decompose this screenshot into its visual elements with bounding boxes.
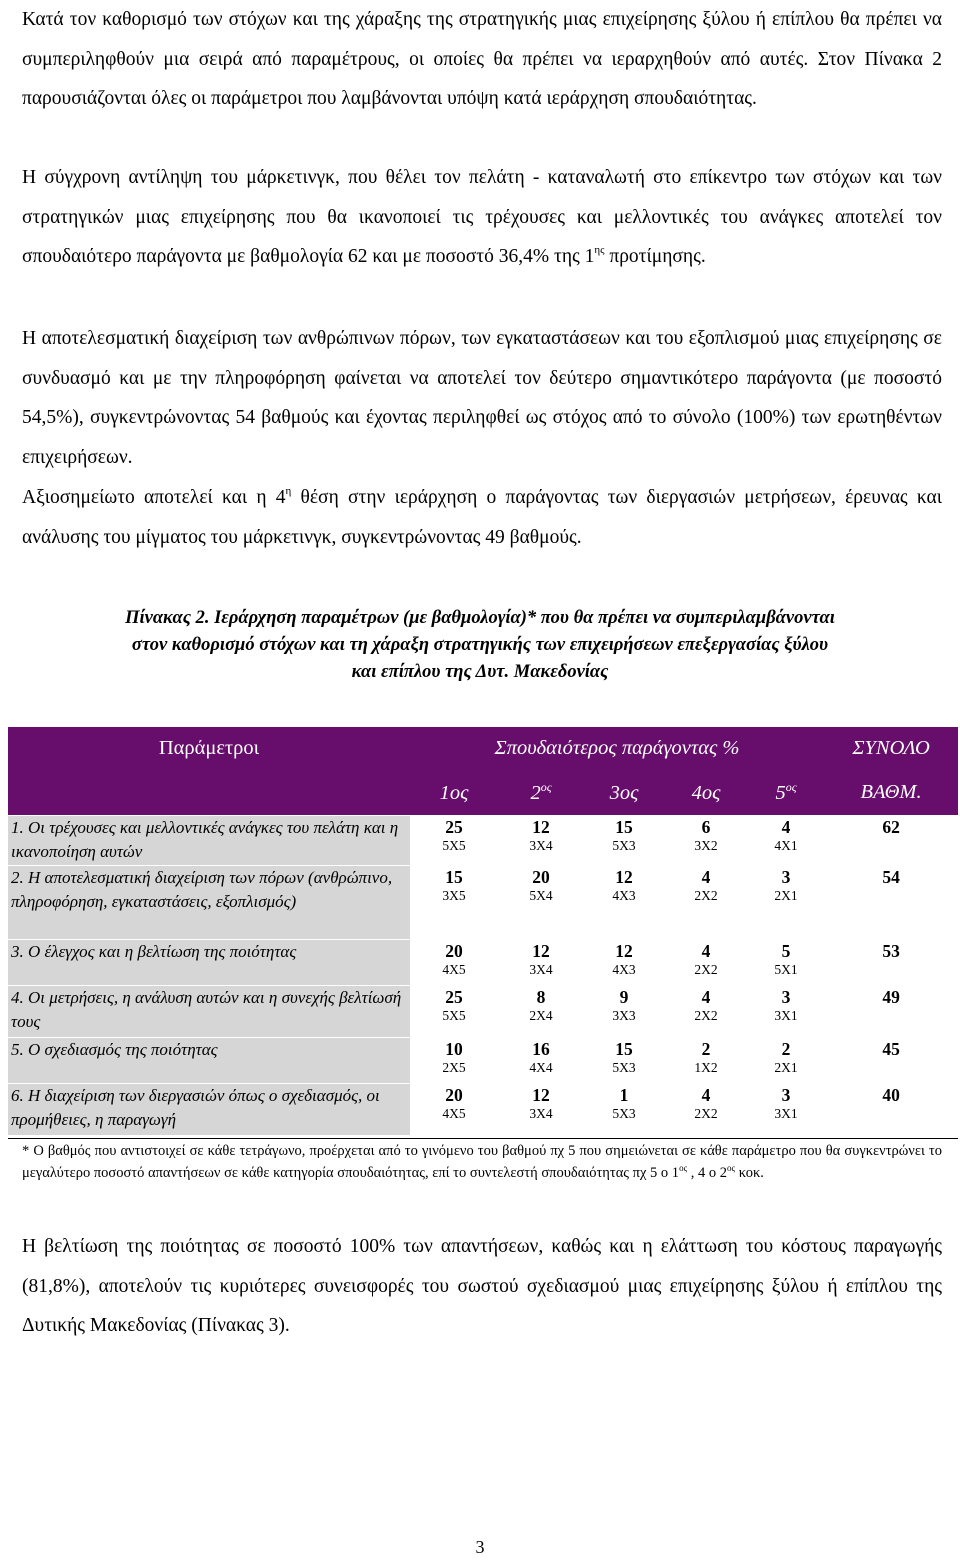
score-formula: 2Χ5	[442, 1060, 466, 1075]
table-row	[8, 1037, 958, 1083]
paragraph-4-text: Αξιοσημείωτο αποτελεί και η 4	[22, 487, 286, 508]
rank-label: 5	[775, 781, 786, 804]
score-value: 12	[532, 817, 550, 837]
score-cell	[498, 1083, 584, 1135]
score-value: 3	[781, 867, 791, 887]
row-total: 40	[882, 1085, 900, 1105]
score-cell	[584, 1083, 664, 1135]
score-value: 25	[445, 817, 463, 837]
score-cell	[664, 985, 748, 1037]
row-total: 54	[882, 867, 900, 887]
score-value: 10	[445, 1039, 463, 1059]
score-cell	[584, 815, 664, 865]
score-value: 8	[536, 987, 546, 1007]
rank-label: 3ος	[609, 781, 639, 804]
score-cell	[584, 1037, 664, 1083]
header-importance	[410, 727, 824, 769]
score-formula: 4Χ5	[442, 1106, 466, 1121]
header-rank	[410, 769, 498, 815]
score-value: 15	[615, 817, 633, 837]
score-formula: 3Χ2	[694, 838, 718, 853]
header-params	[8, 727, 410, 815]
score-formula: 5Χ3	[612, 1060, 636, 1075]
score-cell	[410, 1083, 498, 1135]
score-value: 12	[532, 941, 550, 961]
score-value: 4	[701, 987, 711, 1007]
header-importance-label: Σπουδαιότερος παράγοντας %	[494, 736, 740, 759]
rank-label: 1ος	[439, 781, 469, 804]
score-cell	[664, 1083, 748, 1135]
score-cell	[664, 939, 748, 985]
score-formula: 4Χ1	[774, 838, 798, 853]
row-parameter-label: 6. Η διαχείριση των διεργασιών όπως ο σχεδιασμός, οι προμήθειες, η παραγωγή	[8, 1083, 410, 1135]
score-value: 5	[781, 941, 791, 961]
table-row	[8, 815, 958, 865]
header-rank	[664, 769, 748, 815]
score-value: 4	[781, 817, 791, 837]
score-formula: 4Χ5	[442, 962, 466, 977]
score-cell	[748, 865, 824, 939]
footnote-text: , 4 ο 2	[687, 1165, 728, 1181]
score-value: 15	[445, 867, 463, 887]
score-value: 15	[615, 1039, 633, 1059]
paragraph-5-text: Η βελτίωση της ποιότητας σε ποσοστό 100% των απαντήσεων, καθώς και η ελάττωση του κόστους παραγωγής (81,8%), αποτελούν τις κυριότερες συνεισφορές του σωστού σχεδιασμού μιας επιχείρησης ξύλου ή επίπλου της Δυτικής Μακεδονίας (Πίνακας 3).	[22, 1236, 942, 1336]
row-parameter-label: 4. Οι μετρήσεις, η ανάλυση αυτών και η συνεχής βελτίωσή τους	[8, 985, 410, 1037]
footnote-text: κοκ.	[735, 1165, 764, 1181]
page-number: 3	[475, 1537, 485, 1557]
row-parameter-label: 3. Ο έλεγχος και η βελτίωση της ποιότητας	[8, 939, 410, 985]
score-formula: 4Χ4	[529, 1060, 553, 1075]
paragraph-3-text: Η αποτελεσματική διαχείριση των ανθρώπινων πόρων, των εγκαταστάσεων και του εξοπλισμού μιας επιχείρησης σε συνδυασμό και με την πληροφόρηση φαίνεται να αποτελεί τον δεύτερο σημαντικότερο παράγοντα (με ποσοστό 54,5%), συγκεντρώνοντας 54 βαθμούς και έχοντας περιληφθεί ως στόχος από το σύνολο (100%) των ερωτηθέντων επιχειρήσεων.	[22, 328, 942, 468]
score-value: 20	[532, 867, 550, 887]
caption-line-2: στον καθορισμό στόχων και τη χάραξη στρατηγικής των επιχειρήσεων επεξεργασίας ξύλου	[131, 635, 829, 655]
parameters-table	[8, 727, 958, 1135]
score-formula: 2Χ1	[774, 1060, 798, 1075]
score-cell	[584, 939, 664, 985]
score-value: 3	[781, 987, 791, 1007]
score-cell	[748, 1037, 824, 1083]
paragraph-5	[22, 1227, 942, 1346]
score-value: 2	[701, 1039, 711, 1059]
score-formula: 5Χ3	[612, 1106, 636, 1121]
row-parameter-label: 5. Ο σχεδιασμός της ποιότητας	[8, 1037, 410, 1083]
score-value: 4	[701, 941, 711, 961]
table-body	[8, 815, 958, 1135]
table-caption	[22, 605, 938, 686]
paragraph-2	[22, 158, 942, 277]
footnote-text: * Ο βαθμός που αντιστοιχεί σε κάθε τετράγωνο, προέρχεται από το γινόμενο του βαθμού πχ 5 που σημειώνεται σε κάθε παράμετρο που θα συγκεντρώνει το μεγαλύτερο ποσοστό απαντήσεων σε κάθε κατηγορία σπουδαιότητας, επί το συντελεστή σπουδαιότητας πχ 5 ο 1	[22, 1143, 942, 1181]
score-value: 2	[781, 1039, 791, 1059]
row-total: 62	[882, 817, 900, 837]
table-row	[8, 939, 958, 985]
score-formula: 2Χ1	[774, 888, 798, 903]
score-cell	[584, 865, 664, 939]
score-formula: 1Χ2	[694, 1060, 718, 1075]
paragraph-4-end: θέση στην ιεράρχηση ο παράγοντας των διεργασιών μετρήσεων, έρευνας και ανάλυσης του μίγματος του μάρκετινγκ, συγκεντρώνοντας 49 βαθμούς.	[22, 487, 942, 548]
score-cell	[584, 985, 664, 1037]
score-cell	[410, 815, 498, 865]
score-cell	[498, 865, 584, 939]
score-formula: 3Χ1	[774, 1008, 798, 1023]
row-total: 53	[882, 941, 900, 961]
score-cell	[498, 939, 584, 985]
rank-label: 4ος	[691, 781, 721, 804]
paragraph-2-text: Η σύγχρονη αντίληψη του μάρκετινγκ, που θέλει τον πελάτη - καταναλωτή στο επίκεντρο των στόχων και των στρατηγικών μιας επιχείρησης που θα ικανοποιεί τις τρέχουσες και μελλοντικές του ανάγκες αποτελεί τον σπουδαιότερο παράγοντα με βαθμολογία 62 και με ποσοστό 36,4% της 1	[22, 167, 942, 267]
score-cell	[748, 1083, 824, 1135]
score-formula: 3Χ5	[442, 888, 466, 903]
score-value: 3	[781, 1085, 791, 1105]
score-formula: 5Χ4	[529, 888, 553, 903]
header-total-2	[824, 769, 958, 815]
score-cell	[498, 1037, 584, 1083]
header-rank	[584, 769, 664, 815]
score-cell	[748, 985, 824, 1037]
row-total: 49	[882, 987, 900, 1007]
row-total: 45	[882, 1039, 900, 1059]
score-value: 4	[701, 1085, 711, 1105]
paragraph-1-text: Κατά τον καθορισμό των στόχων και της χάραξης της στρατηγικής μιας επιχείρησης ξύλου ή επίπλου θα πρέπει να συμπεριληφθούν μια σειρά από παραμέτρους, οι οποίες θα πρέπει να ιεραρχηθούν από αυτές. Στον Πίνακα 2 παρουσιάζονται όλες οι παράμετροι που λαμβάνονται υπόψη κατά ιεράρχηση σπουδαιότητας.	[22, 9, 942, 109]
superscript: ος	[679, 1163, 688, 1174]
superscript: ης	[594, 243, 605, 256]
score-value: 4	[701, 867, 711, 887]
score-cell	[498, 815, 584, 865]
table-bottom-rule	[8, 1138, 958, 1139]
score-value: 6	[701, 817, 711, 837]
score-formula: 3Χ4	[529, 838, 553, 853]
score-formula: 5Χ1	[774, 962, 798, 977]
table-row	[8, 865, 958, 939]
score-value: 12	[615, 941, 633, 961]
score-cell	[664, 1037, 748, 1083]
score-cell	[748, 815, 824, 865]
rank-sup: ος	[540, 779, 552, 794]
score-formula: 4Χ3	[612, 962, 636, 977]
footnote	[22, 1140, 942, 1184]
table-row	[8, 985, 958, 1037]
score-cell	[410, 1037, 498, 1083]
rank-sup: ος	[785, 779, 797, 794]
score-formula: 3Χ4	[529, 1106, 553, 1121]
superscript: ος	[727, 1163, 736, 1174]
caption-line-3: και επίπλου της Δυτ. Μακεδονίας	[351, 662, 609, 682]
score-value: 12	[532, 1085, 550, 1105]
score-cell	[410, 939, 498, 985]
table-row	[8, 1083, 958, 1135]
score-formula: 5Χ3	[612, 838, 636, 853]
header-rank	[748, 769, 824, 815]
score-formula: 3Χ1	[774, 1106, 798, 1121]
score-formula: 4Χ3	[612, 888, 636, 903]
header-rank	[498, 769, 584, 815]
score-value: 1	[619, 1085, 629, 1105]
score-cell	[748, 939, 824, 985]
paragraph-4	[22, 478, 942, 557]
paragraph-2-end: προτίμησης.	[604, 246, 706, 267]
score-value: 20	[445, 1085, 463, 1105]
rank-label: 2	[530, 781, 541, 804]
score-cell	[498, 985, 584, 1037]
score-cell	[664, 865, 748, 939]
score-formula: 2Χ2	[694, 1106, 718, 1121]
score-formula: 2Χ2	[694, 962, 718, 977]
header-params-label: Παράμετροι	[158, 737, 260, 760]
header-total-1	[824, 727, 958, 769]
score-formula: 2Χ4	[529, 1008, 553, 1023]
table-header	[8, 727, 958, 815]
row-parameter-label: 1. Οι τρέχουσες και μελλοντικές ανάγκες του πελάτη και η ικανοποίηση αυτών	[8, 815, 410, 865]
score-formula: 2Χ2	[694, 888, 718, 903]
score-cell	[410, 865, 498, 939]
score-value: 25	[445, 987, 463, 1007]
score-value: 16	[532, 1039, 550, 1059]
score-formula: 3Χ3	[612, 1008, 636, 1023]
score-value: 20	[445, 941, 463, 961]
header-total-label: ΣΥΝΟΛΟ	[852, 736, 930, 759]
score-cell	[410, 985, 498, 1037]
paragraph-1	[22, 0, 942, 119]
superscript: η	[285, 484, 292, 497]
score-formula: 5Χ5	[442, 838, 466, 853]
score-value: 9	[619, 987, 629, 1007]
caption-line-1: Πίνακας 2. Ιεράρχηση παραμέτρων (με βαθμολογία)* που θα πρέπει να συμπεριλαμβάνονται	[125, 608, 835, 628]
score-cell	[664, 815, 748, 865]
paragraph-3	[22, 319, 942, 477]
score-value: 12	[615, 867, 633, 887]
score-formula: 5Χ5	[442, 1008, 466, 1023]
score-formula: 3Χ4	[529, 962, 553, 977]
row-parameter-label: 2. Η αποτελεσματική διαχείριση των πόρων (ανθρώπινο, πληροφόρηση, εγκαταστάσεις, εξοπλισμός)	[8, 865, 410, 939]
score-formula: 2Χ2	[694, 1008, 718, 1023]
header-total-label-2: ΒΑΘΜ.	[860, 780, 922, 803]
